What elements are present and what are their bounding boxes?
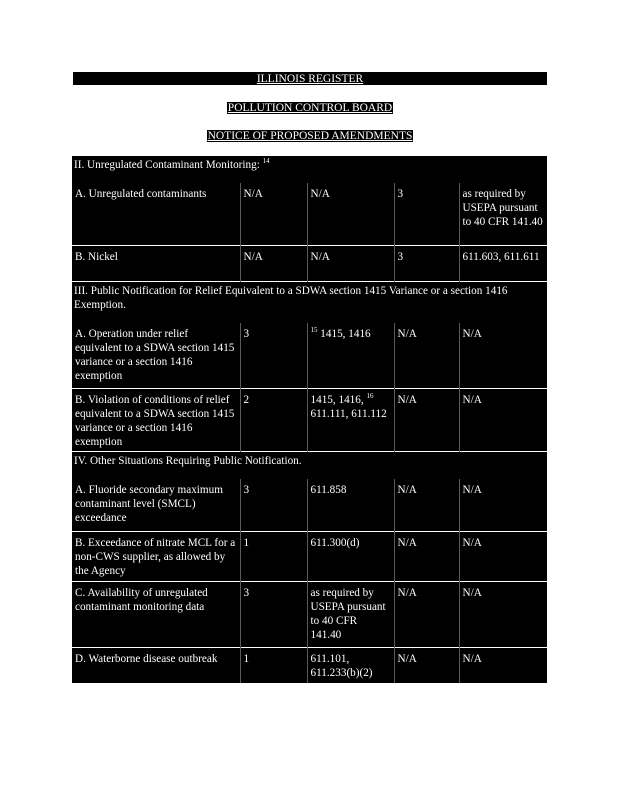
table-row	[72, 531, 547, 581]
cell: N/A	[459, 647, 547, 683]
row-description: B. Nickel	[72, 245, 240, 281]
cell: N/A	[240, 245, 307, 281]
table-row	[72, 389, 547, 452]
cell: 611.300(d)	[307, 531, 394, 581]
cell: N/A	[394, 647, 459, 683]
section-header	[72, 156, 547, 176]
row-description: B. Violation of conditions of relief equivalent to a SDWA section 1415 variance or a section 1416 exemption	[72, 389, 240, 452]
cell: N/A	[394, 531, 459, 581]
row-description: B. Exceedance of nitrate MCL for a non-CWS supplier, as allowed by the Agency	[72, 531, 240, 581]
cell: as required by USEPA pursuant to 40 CFR 141.40	[307, 581, 394, 647]
cell: 3	[394, 245, 459, 281]
table-row	[72, 581, 547, 647]
cell: $^{15}$ 1415, 1416	[307, 323, 394, 389]
cell: 1415, 1416, $^{16}$ 611.111, 611.112	[307, 389, 394, 452]
register-title: ILLINOIS REGISTER	[73, 72, 547, 85]
row-description: A. Unregulated contaminants	[72, 183, 240, 245]
cell: N/A	[394, 323, 459, 389]
section-header	[72, 281, 547, 316]
section-title: IV. Other Situations Requiring Public Notification.	[72, 452, 547, 473]
row-description: A. Operation under relief equivalent to a SDWA section 1415 variance or a section 1416 exemption	[72, 323, 240, 389]
cell: N/A	[307, 183, 394, 245]
cell: 611.603, 611.611	[459, 245, 547, 281]
cell: N/A	[459, 323, 547, 389]
notification-table	[72, 156, 547, 683]
table-row	[72, 183, 547, 245]
cell: N/A	[459, 389, 547, 452]
cell: 1	[240, 647, 307, 683]
row-description: C. Availability of unregulated contaminant monitoring data	[72, 581, 240, 647]
footnote-ref: 15	[310, 325, 318, 334]
cell: N/A	[394, 389, 459, 452]
table-row	[72, 479, 547, 531]
section-header	[72, 452, 547, 473]
cell: 2	[240, 389, 307, 452]
table-row	[72, 323, 547, 389]
cell: 1	[240, 531, 307, 581]
board-title: POLLUTION CONTROL BOARD	[227, 102, 393, 114]
cell: 611.101, 611.233(b)(2)	[307, 647, 394, 683]
cell: N/A	[394, 581, 459, 647]
cell: N/A	[394, 479, 459, 531]
row-description: D. Waterborne disease outbreak	[72, 647, 240, 683]
cell: N/A	[459, 531, 547, 581]
cell: 3	[240, 581, 307, 647]
cell: N/A	[240, 183, 307, 245]
cell: N/A	[459, 479, 547, 531]
footnote-ref: 14	[262, 157, 270, 165]
table-row	[72, 647, 547, 683]
section-title: II. Unregulated Contaminant Monitoring: $^{14}$	[72, 156, 547, 176]
cell: 3	[240, 323, 307, 389]
row-description: A. Fluoride secondary maximum contaminant level (SMCL) exceedance	[72, 479, 240, 531]
cell: 3	[394, 183, 459, 245]
cell: N/A	[307, 245, 394, 281]
cell: 3	[240, 479, 307, 531]
cell: 611.858	[307, 479, 394, 531]
footnote-ref: 16	[366, 392, 374, 400]
table-row	[72, 245, 547, 281]
cell: N/A	[459, 581, 547, 647]
section-title: III. Public Notification for Relief Equivalent to a SDWA section 1415 Variance or a section 1416 Exemption.	[72, 281, 547, 316]
cell: as required by USEPA pursuant to 40 CFR 141.40	[459, 183, 547, 245]
notice-title: NOTICE OF PROPOSED AMENDMENTS	[207, 130, 413, 142]
